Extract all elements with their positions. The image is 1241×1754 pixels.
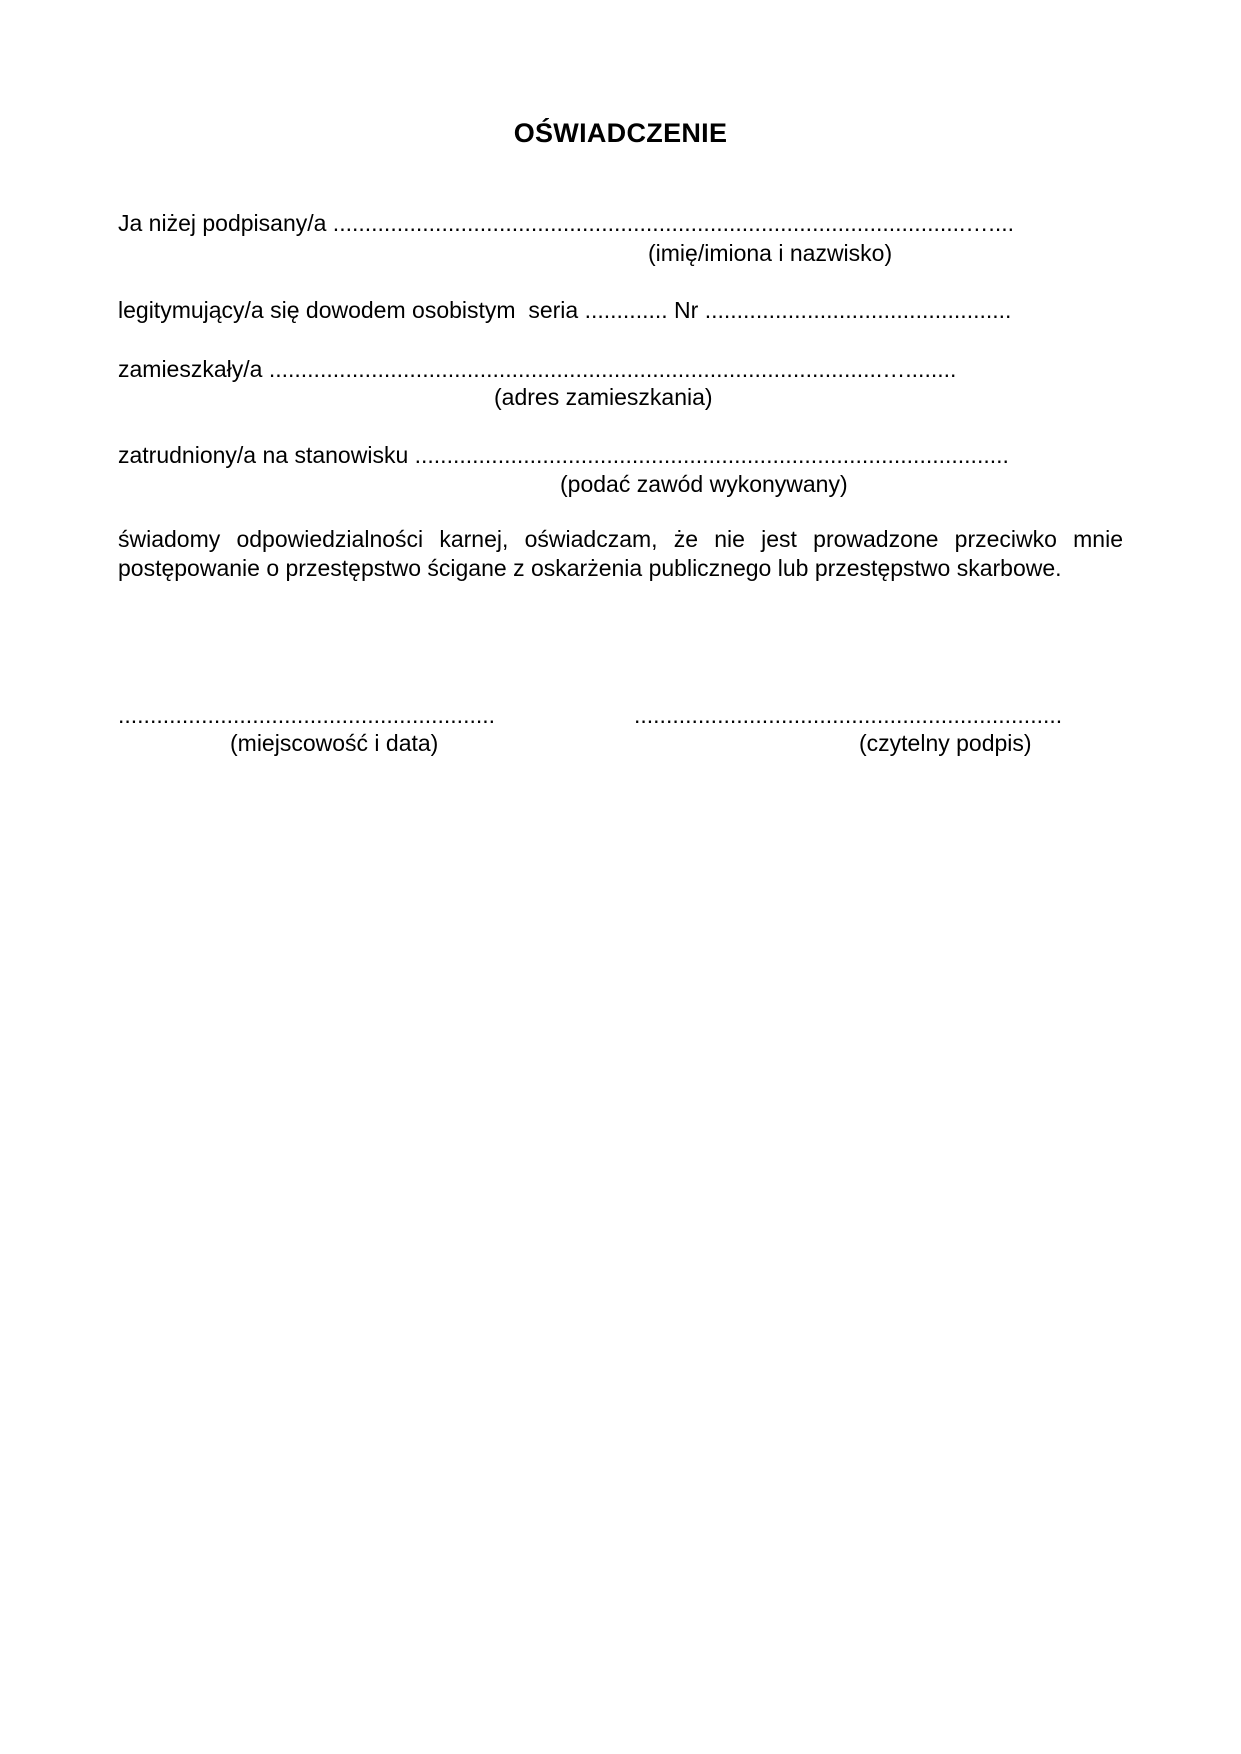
address-field-caption: (adres zamieszkania) [494,384,713,410]
job-field-line: zatrudniony/a na stanowisku ............................................................................................. [118,442,1009,468]
signature-line: ................................................................... [634,702,1063,728]
name-field-line: Ja niżej podpisany/a ...................................................................................................….... [118,210,1014,236]
place-date-line: ........................................................... [118,702,496,728]
statement-paragraph: świadomy odpowiedzialności karnej, oświadczam, że nie jest prowadzone przeciwko mnie postępowanie o przestępstwo ścigane z oskarżenia publicznego lub przestępstwo skarbowe. [118,526,1123,581]
document-title: OŚWIADCZENIE [513,118,728,148]
signature-caption: (czytelny podpis) [859,730,1032,756]
place-date-caption: (miejscowość i data) [230,730,439,756]
address-field-line: zamieszkały/a ................................................................................................…........ [118,356,957,382]
name-field-caption: (imię/imiona i nazwisko) [648,240,893,266]
job-field-caption: (podać zawód wykonywany) [560,471,848,497]
id-document-line: legitymujący/a się dowodem osobistym seria ............. Nr ................................................ [118,297,1012,323]
